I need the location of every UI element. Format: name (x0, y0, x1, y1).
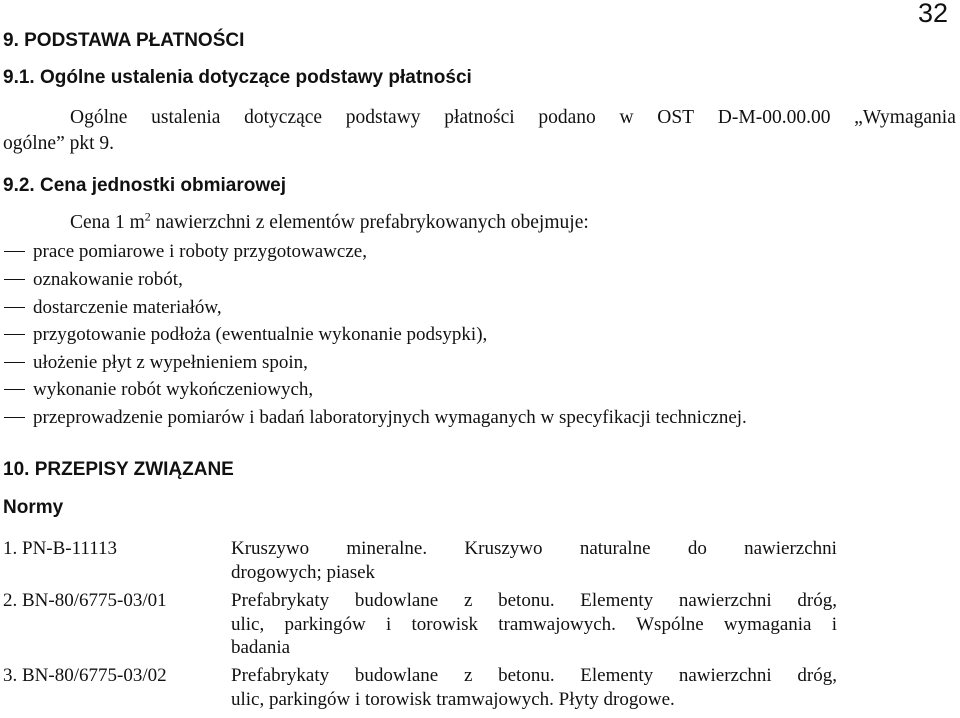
section-9-title: 9. PODSTAWA PŁATNOŚCI (3, 30, 245, 51)
intro-text-before: Cena 1 m (70, 212, 145, 233)
word: płatności (444, 107, 515, 128)
list-item-text: prace pomiarowe i roboty przygotowawcze, (33, 241, 367, 262)
section-10-title: 10. PRZEPISY ZWIĄZANE (3, 459, 234, 480)
word: i (831, 613, 837, 635)
word: z (463, 590, 473, 611)
list-item-text: ułożenie płyt z wypełnieniem spoin, (33, 352, 308, 373)
section-9-2-title: 9.2. Cena jednostki obmiarowej (3, 175, 286, 196)
dash-bullet (4, 417, 25, 418)
norm-description-line (231, 664, 837, 688)
list-item-text: przeprowadzenie pomiarów i badań laboratoryjnych wymaganych w specyfikacji technicznej. (33, 407, 747, 428)
norm-code: 2. BN-80/6775-03/01 (3, 590, 167, 611)
norm-description (231, 537, 837, 584)
word: nawierzchni (678, 590, 772, 611)
list-item (0, 239, 960, 267)
list-item (0, 267, 960, 295)
dash-bullet (4, 251, 25, 252)
norm-code: 3. BN-80/6775-03/02 (3, 665, 167, 686)
norm-description-line (231, 537, 837, 561)
word: Ogólne (70, 107, 128, 128)
word: Wspólne (636, 613, 704, 635)
norm-description (231, 589, 837, 660)
word: ulic, (231, 613, 265, 635)
word: Prefabrykaty (231, 665, 330, 686)
word: Prefabrykaty (231, 590, 330, 611)
list-item (0, 377, 960, 405)
dash-bullet (4, 334, 25, 335)
word: OST (657, 107, 695, 128)
section-9-1-paragraph-line-2: ogólne” pkt 9. (3, 133, 115, 154)
list-item (0, 322, 960, 350)
norm-description-line: drogowych; piasek (231, 561, 376, 583)
word: i (385, 613, 392, 635)
list-item (0, 295, 960, 323)
word: mineralne. (346, 538, 428, 559)
word: nawierzchni (678, 665, 772, 686)
word: Kruszywo (464, 538, 543, 559)
word: podano (538, 107, 596, 128)
word: betonu. (498, 665, 555, 686)
dash-bullet (4, 279, 25, 280)
norm-description-line: ulic, parkingów i torowisk tramwajowych. Płyty drogowe. (231, 688, 675, 710)
norm-description-line (231, 589, 837, 613)
word: dróg, (797, 665, 837, 686)
word: dotyczące (244, 107, 323, 128)
norm-description-line: badania (231, 637, 291, 658)
list-item-text: wykonanie robót wykończeniowych, (33, 379, 314, 400)
word: tramwajowych. (498, 613, 616, 635)
word: w (619, 107, 634, 128)
word: wymagania (723, 613, 812, 635)
section-9-2-intro (70, 211, 589, 235)
word: Elementy (580, 590, 654, 611)
list-item-text: dostarczenie materiałów, (33, 297, 222, 318)
normy-label: Normy (3, 497, 64, 518)
word: dróg, (797, 590, 837, 611)
list-item-text: przygotowanie podłoża (ewentualnie wykonanie podsypki), (33, 324, 488, 345)
section-9-1-paragraph-line-1 (70, 106, 956, 130)
word: Elementy (580, 665, 654, 686)
word: budowlane (354, 590, 439, 611)
intro-text-after: nawierzchni z elementów prefabrykowanych obejmuje: (150, 212, 589, 233)
list-item (0, 350, 960, 378)
word: naturalne (579, 538, 651, 559)
list-item (0, 405, 960, 433)
word: betonu. (498, 590, 555, 611)
word: podstawy (345, 107, 421, 128)
norm-description (231, 664, 837, 711)
superscript-2: 2 (144, 209, 151, 224)
word: Kruszywo (231, 538, 310, 559)
word: torowisk (411, 613, 478, 635)
word: z (463, 665, 473, 686)
word: budowlane (354, 665, 439, 686)
page-number: 32 (917, 0, 948, 28)
word: do (687, 538, 707, 559)
norm-code: 1. PN-B-11113 (3, 538, 117, 559)
norm-description-line (231, 613, 837, 637)
word: „Wymagania (854, 107, 956, 128)
word: D-M-00.00.00 (717, 107, 831, 128)
dash-bullet (4, 307, 25, 308)
word: ustalenia (151, 107, 221, 128)
dash-bullet (4, 389, 25, 390)
list-item-text: oznakowanie robót, (33, 269, 183, 290)
word: nawierzchni (744, 538, 837, 559)
dash-bullet (4, 362, 25, 363)
word: parkingów (284, 613, 366, 635)
section-9-1-title: 9.1. Ogólne ustalenia dotyczące podstawy płatności (3, 67, 472, 88)
